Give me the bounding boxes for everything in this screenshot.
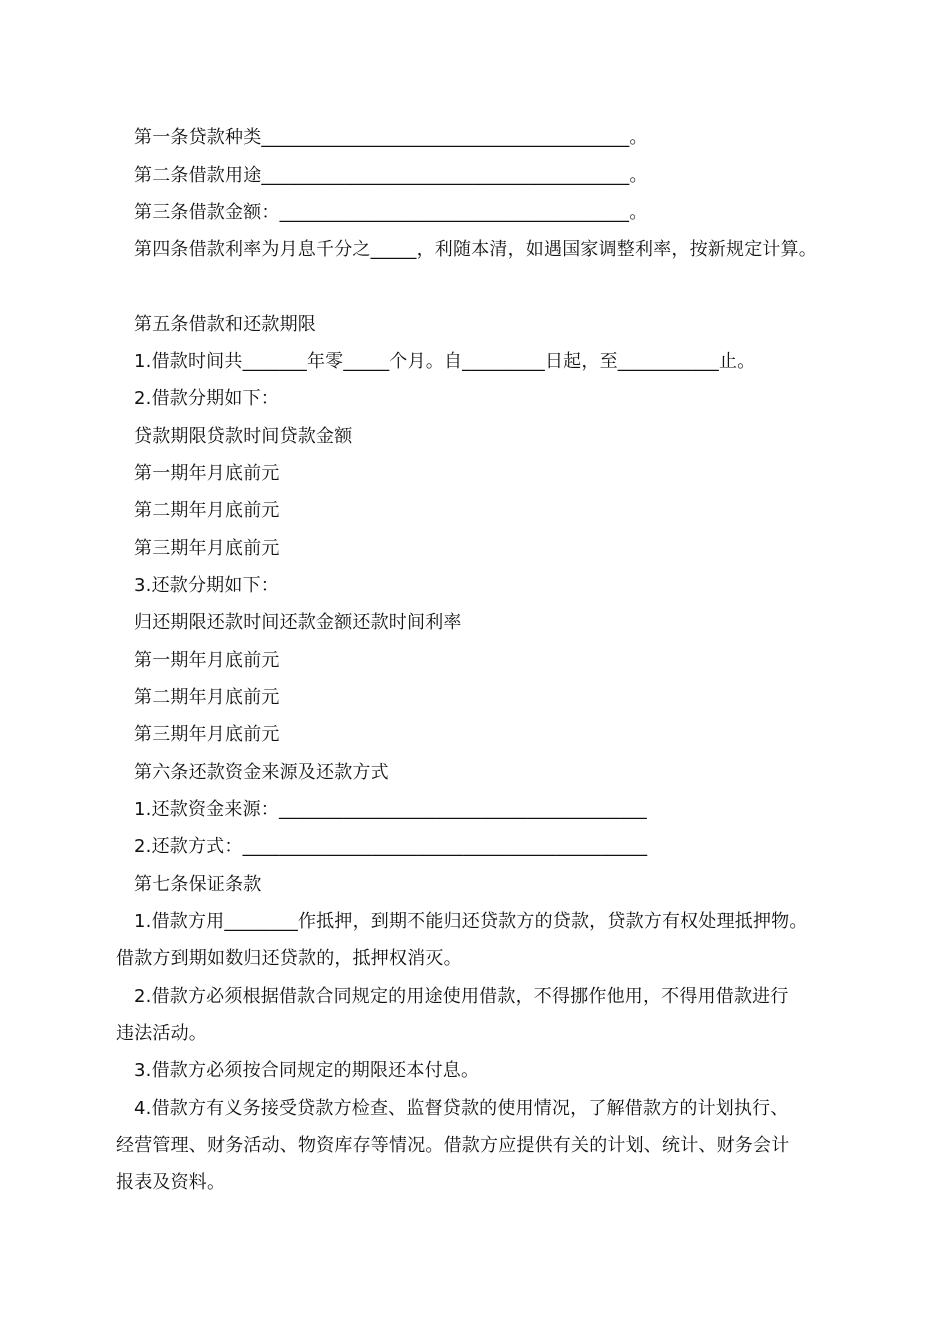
clause-7-item-3: 3.借款方必须按合同规定的期限还本付息。 [134,1060,480,1081]
clause-7-item-2-cont: 违法活动。 [116,1023,207,1044]
repay-schedule-header: 归还期限还款时间还款金额还款时间利率 [134,612,462,633]
loan-schedule-row-1: 第一期年月底前元 [134,463,280,484]
loan-schedule-header: 贷款期限贷款时间贷款金额 [134,426,353,447]
clause-6-heading: 第六条还款资金来源及还款方式 [134,762,389,783]
clause-5-heading: 第五条借款和还款期限 [134,314,316,335]
loan-schedule-row-2: 第二期年月底前元 [134,500,280,521]
repay-schedule-row-3: 第三期年月底前元 [134,724,280,745]
clause-7-item-4: 4.借款方有义务接受贷款方检查、监督贷款的使用情况，了解借款方的计划执行、 [134,1098,789,1119]
clause-7-item-2: 2.借款方必须根据借款合同规定的用途使用借款，不得挪作他用，不得用借款进行 [134,986,789,1007]
clause-7-heading: 第七条保证条款 [134,874,262,895]
repay-schedule-row-2: 第二期年月底前元 [134,687,280,708]
clause-5-item-1: 1.借款时间共_______年零_____个月。自_________日起，至___________止。 [134,351,756,372]
clause-7-item-1: 1.借款方用________作抵押，到期不能归还贷款方的贷款，贷款方有权处理抵押物。 [134,911,808,932]
clause-1-loan-type: 第一条贷款种类________________________________________。 [134,127,648,148]
clause-7-item-4-cont-2: 报表及资料。 [116,1172,226,1193]
clause-2-loan-purpose: 第二条借款用途________________________________________。 [134,165,648,186]
clause-3-loan-amount: 第三条借款金额：______________________________________。 [134,202,648,223]
clause-5-item-3: 3.还款分期如下： [134,575,279,596]
clause-4-interest-rate: 第四条借款利率为月息千分之_____，利随本清，如遇国家调整利率，按新规定计算。 [134,239,817,260]
repay-schedule-row-1: 第一期年月底前元 [134,650,280,671]
clause-6-item-1: 1.还款资金来源：________________________________________ [134,799,647,820]
loan-schedule-row-3: 第三期年月底前元 [134,538,280,559]
clause-6-item-2: 2.还款方式：____________________________________________ [134,836,648,857]
clause-7-item-1-cont: 借款方到期如数归还贷款的，抵押权消灭。 [116,948,462,969]
clause-5-item-2: 2.借款分期如下： [134,388,279,409]
clause-7-item-4-cont-1: 经营管理、财务活动、物资库存等情况。借款方应提供有关的计划、统计、财务会计 [116,1135,790,1156]
